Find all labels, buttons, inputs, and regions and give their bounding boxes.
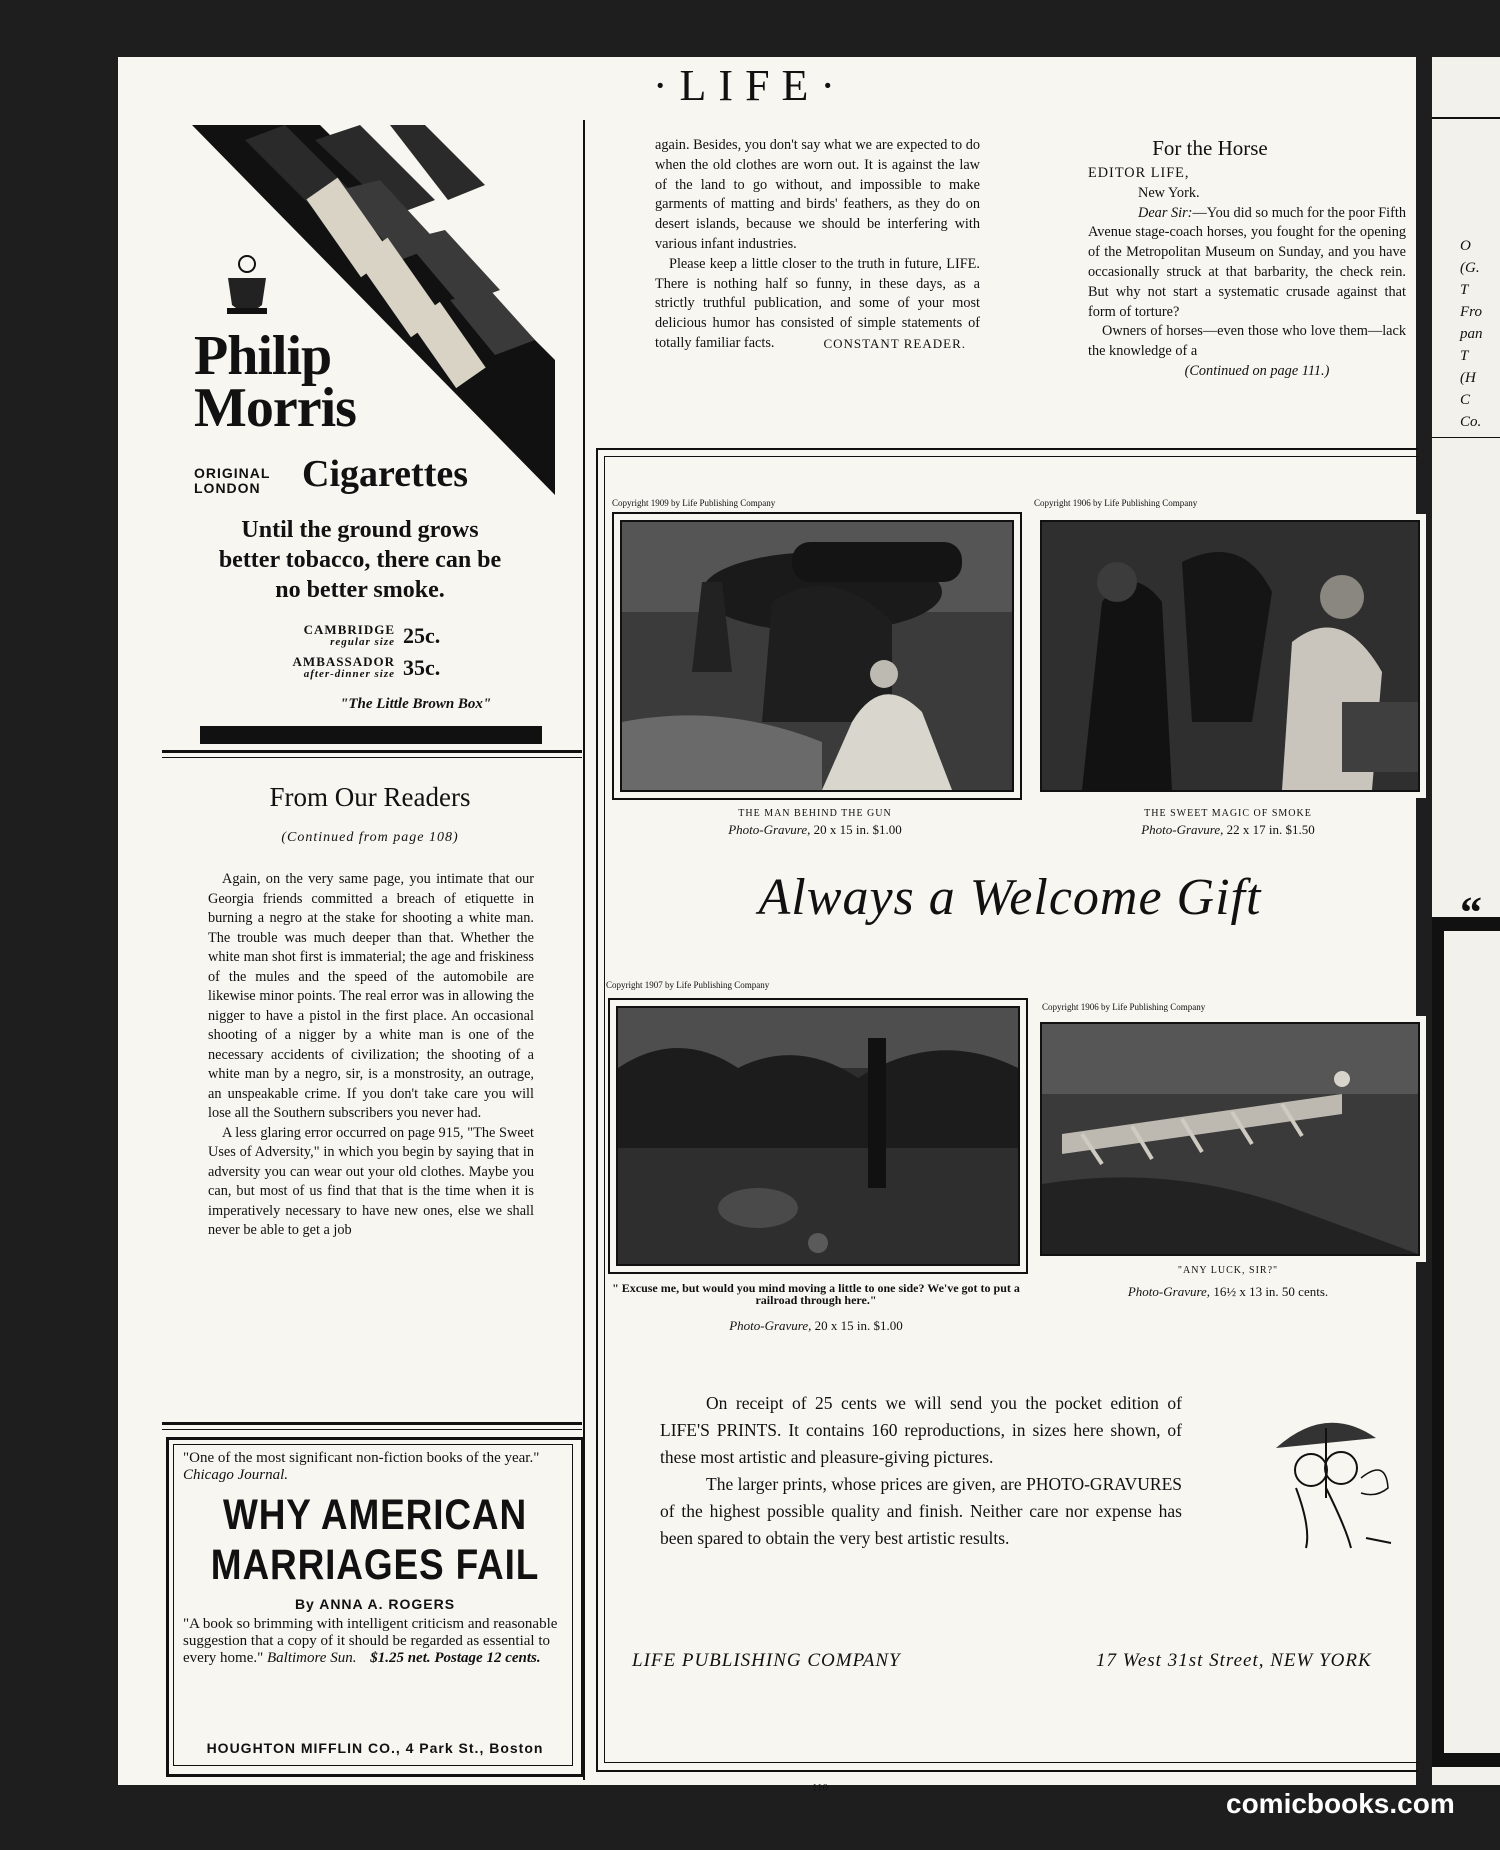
horse-letter: [1088, 164, 1406, 382]
ad-headline: Always a Welcome Gift: [758, 869, 1262, 926]
royal-crest-icon: [222, 250, 272, 320]
book-publisher: HOUGHTON MIFFLIN CO., 4 Park St., Boston: [206, 1740, 544, 1756]
fragment: O (G. T Fro pan T (H C Co.: [1460, 238, 1483, 430]
print-title: THE SWEET MAGIC OF SMOKE: [1144, 808, 1312, 819]
product-price: 35c.: [403, 655, 441, 680]
paragraph: A less glaring error occurred on page 915, "The Sweet Uses of Adversity," in which you begin by saying that in adversity you can wear out your old clothes. Maybe you can, but most of us find that that is the time when it is imperatively necessary to have new ones, else we shall never be able to get a job: [208, 1124, 534, 1238]
company-address: 17 West 31st Street, NEW YORK: [1096, 1650, 1372, 1671]
ad-border-fragment: [1442, 1753, 1500, 1767]
paragraph: again. Besides, you don't say what we are expected to do when the old clothes are worn out. It is against the law of the land to go without, and impossible to make garments of matting and birds' feathers, as they do on desert islands, because we should be interfering with various infant industries.: [655, 137, 980, 252]
addressee: EDITOR LIFE,: [1088, 165, 1190, 181]
paragraph: Dear Sir:—You did so much for the poor Fifth Avenue stage-coach horses, you fought for the opening of the Metropolitan Museum on Sunday, and you have occasionally struck at that barbarity, the check rein. But why not start a systematic crusade against that form of torture?: [1088, 204, 1407, 320]
watermark: comicbooks.com: [1226, 1788, 1455, 1819]
ad-bottom-bar: [200, 726, 542, 744]
print-image-man-behind-gun: [620, 520, 1014, 792]
paragraph: Owners of horses—even those who love them—lack the knowledge of a: [1088, 323, 1406, 360]
print-spec: Photo-Gravure, 22 x 17 in. $1.50: [1141, 822, 1315, 837]
company-name: LIFE PUBLISHING COMPANY: [632, 1650, 901, 1671]
quote-mark-fragment: “: [1460, 888, 1482, 937]
offer-text: [660, 1390, 1182, 1552]
paragraph: Please keep a little closer to the truth in future, LIFE. There is nothing half so funny, in these days, as a strictly truthful publication, and some of your most delicious humor has consisted of simple statements of totally familiar facts.: [655, 255, 980, 351]
print-image-any-luck: [1040, 1022, 1420, 1256]
copyright-note: Copyright 1906 by Life Publishing Company: [1034, 498, 1198, 508]
paragraph: The larger prints, whose prices are given, are PHOTO-GRAVURES of the highest possible quality and finish. Neither care nor expense has been spared to obtain the very best artistic results.: [660, 1474, 1182, 1548]
print-image-sweet-magic-smoke: [1040, 520, 1420, 792]
cannon-scene-picture: [622, 522, 1012, 790]
copyright-note: Copyright 1907 by Life Publishing Company: [606, 980, 770, 990]
section-rule: [162, 1429, 582, 1430]
print-spec: Photo-Gravure, 20 x 15 in. $1.00: [728, 822, 902, 837]
product-name: AMBASSADOR after-dinner size: [292, 654, 395, 680]
signature: CONSTANT READER.: [823, 335, 966, 351]
smoke-scene-picture: [1042, 522, 1418, 790]
print-spec: Photo-Gravure, 16½ x 13 in. 50 cents.: [1127, 1284, 1329, 1299]
brand-name: Philip Morris: [194, 325, 356, 439]
readers-letter-continued: [655, 136, 980, 354]
continued-note: (Continued from page 108): [281, 830, 459, 845]
print-title: " Excuse me, but would you mind moving a little to one side? We've got to put a railroad through here.": [612, 1281, 1020, 1307]
print-spec: Photo-Gravure, 20 x 15 in. $1.00: [729, 1318, 903, 1333]
book-ad: [166, 1437, 584, 1777]
ad-border-fragment: [1432, 917, 1444, 1767]
print-title: "ANY LUCK, SIR?": [1177, 1265, 1279, 1276]
addressee-city: New York.: [1138, 184, 1200, 201]
product-list: [280, 620, 540, 684]
book-author: By ANNA A. ROGERS: [294, 1596, 456, 1612]
page-number: 110: [811, 1782, 829, 1794]
product-row: [280, 652, 540, 684]
slogan: Until the ground grows better tobacco, there can be no better smoke.: [218, 517, 502, 603]
paragraph: Again, on the very same page, you intimate that our Georgia friends committed a breach of etiquette in burning a negro at the stake for shooting a white man. The trouble was much deeper than that. Whether the white man shot first is immaterial; the age and friskiness of the mules and the speed of the automobile are likewise minor points. The real error was in allowing the nigger to have a pistol in the first place. An occasional shooting of a nigger by a white man is one of the necessary accidents of civilization; the shooting of a white man by a negro, sir, is a monstrosity, an outrage, an unspeakable crime. If you don't take care you will lose all the Southern subscribers you never had.: [208, 871, 534, 1121]
book-quote: "One of the most significant non-fiction books of the year." Chicago Journal.: [183, 1450, 540, 1483]
tagline: "The Little Brown Box": [340, 696, 492, 712]
rule: [1432, 117, 1500, 119]
copyright-note: Copyright 1906 by Life Publishing Company: [1042, 1002, 1206, 1012]
product-row: [280, 620, 540, 652]
section-rule: [162, 750, 582, 753]
book-title: WHY AMERICAN MARRIAGES FAIL: [210, 1491, 540, 1589]
book-review: "A book so brimming with intelligent criticism and reasonable suggestion that a copy of it should be regarded as essential to every home." Baltimore Sun. $1.25 net. Postage 12 cents.: [183, 1616, 558, 1666]
paragraph: On receipt of 25 cents we will send you the pocket edition of LIFE'S PRINTS. It contains 160 reproductions, in sizes here shown, of these most artistic and pleasure-giving pictures.: [660, 1393, 1182, 1467]
readers-letter: [208, 870, 534, 1241]
section-title: For the Horse: [1152, 136, 1268, 160]
continued-note: (Continued on page 111.): [1184, 362, 1330, 379]
forest-scene-picture: [618, 1008, 1018, 1264]
section-title: From Our Readers: [269, 782, 471, 812]
masthead: ·LIFE·: [652, 61, 848, 110]
cupids-umbrella-illustration: [1266, 1408, 1396, 1558]
bridge-scene-picture: [1042, 1024, 1418, 1254]
rule: [1432, 437, 1500, 438]
philip-morris-ad: [190, 120, 580, 750]
section-rule: [162, 757, 582, 758]
product-name: CAMBRIDGE regular size: [303, 622, 395, 648]
print-title: THE MAN BEHIND THE GUN: [738, 808, 892, 819]
section-rule: [162, 1422, 582, 1425]
cigarettes-label: Cigarettes: [302, 453, 469, 495]
product-price: 25c.: [403, 623, 441, 648]
adjacent-page-edge: [1432, 57, 1500, 1785]
print-image-excuse-me: [616, 1006, 1020, 1266]
origin-label: ORIGINAL LONDON: [194, 465, 271, 496]
copyright-note: Copyright 1909 by Life Publishing Company: [612, 498, 776, 508]
